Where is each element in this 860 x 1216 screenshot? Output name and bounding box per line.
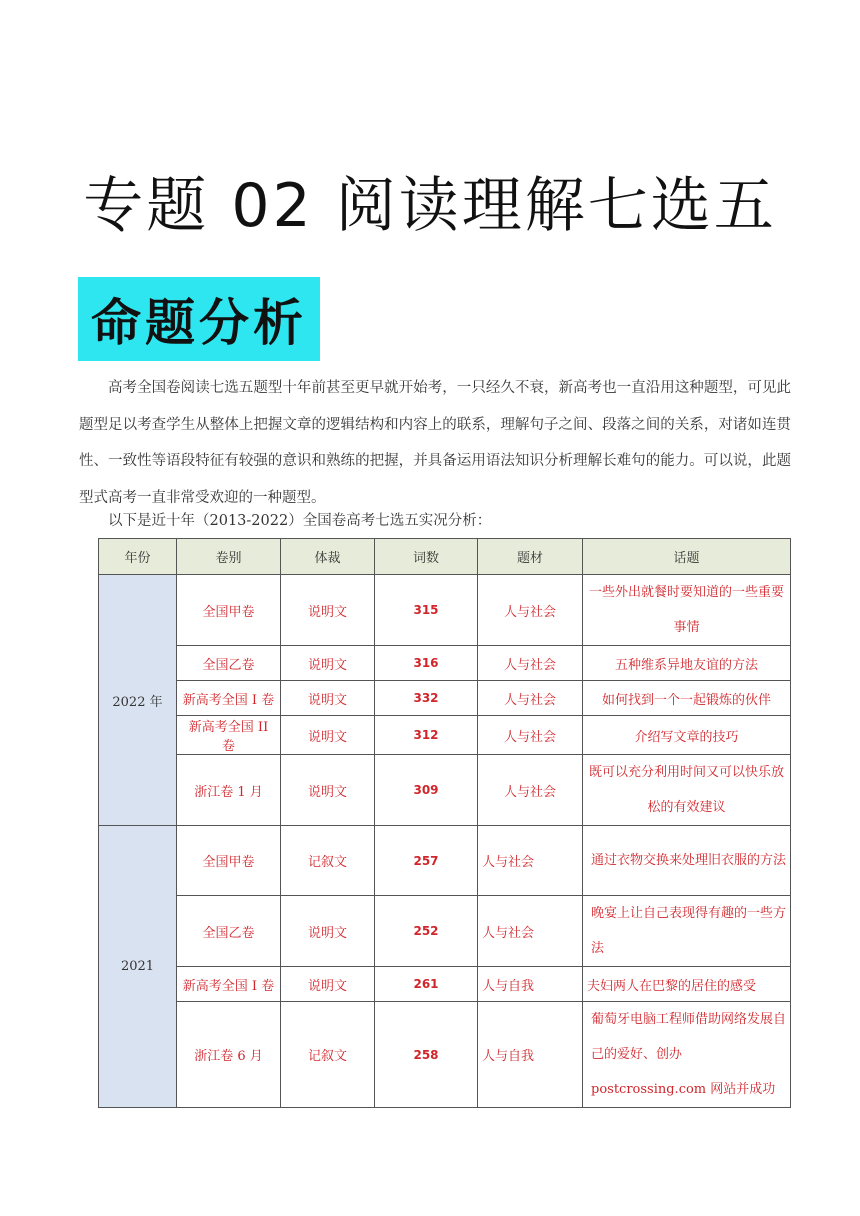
table-header-row xyxy=(99,539,791,575)
topic-cell: 介绍写文章的技巧 xyxy=(583,716,791,755)
theme-cell: 人与社会 xyxy=(478,716,583,755)
words-cell: 309 xyxy=(375,755,478,826)
words-cell: 252 xyxy=(375,896,478,967)
theme-cell: 人与社会 xyxy=(478,826,583,896)
table-row xyxy=(99,1002,791,1108)
topic-cell: 通过衣物交换来处理旧衣服的方法 xyxy=(583,826,791,896)
theme-cell: 人与自我 xyxy=(478,967,583,1002)
table-row xyxy=(99,755,791,826)
section-badge xyxy=(78,277,320,361)
paper-cell: 全国甲卷 xyxy=(177,575,281,646)
table-row xyxy=(99,575,791,646)
words-cell: 315 xyxy=(375,575,478,646)
theme-cell: 人与社会 xyxy=(478,646,583,681)
paper-cell: 新高考全国 I 卷 xyxy=(177,681,281,716)
table-row xyxy=(99,681,791,716)
theme-cell: 人与社会 xyxy=(478,896,583,967)
year-cell: 2021 xyxy=(99,826,177,1108)
table-caption: 以下是近十年（2013-2022）全国卷高考七选五实况分析： xyxy=(108,513,492,529)
paper-cell: 浙江卷 6 月 xyxy=(177,1002,281,1108)
paper-cell: 新高考全国 I 卷 xyxy=(177,967,281,1002)
genre-cell: 说明文 xyxy=(281,716,375,755)
topic-cell: 晚宴上让自己表现得有趣的一些方法 xyxy=(583,896,791,967)
genre-cell: 记叙文 xyxy=(281,1002,375,1108)
theme-cell: 人与社会 xyxy=(478,755,583,826)
paper-cell: 全国乙卷 xyxy=(177,896,281,967)
header-paper: 卷别 xyxy=(177,539,281,575)
genre-cell: 说明文 xyxy=(281,575,375,646)
table-row xyxy=(99,716,791,755)
section-badge-label: 命题分析 xyxy=(91,293,307,352)
topic-cell: 既可以充分利用时间又可以快乐放松的有效建议 xyxy=(583,755,791,826)
topic-cell: 夫妇两人在巴黎的居住的感受 xyxy=(583,967,791,1002)
words-cell: 257 xyxy=(375,826,478,896)
header-topic: 话题 xyxy=(583,539,791,575)
paper-cell: 新高考全国 II 卷 xyxy=(177,716,281,755)
genre-cell: 说明文 xyxy=(281,755,375,826)
header-words: 词数 xyxy=(375,539,478,575)
topic-cell: 五种维系异地友谊的方法 xyxy=(583,646,791,681)
topic-cell: 葡萄牙电脑工程师借助网络发展自己的爱好、创办 postcrossing.com 网站并成功 xyxy=(583,1002,791,1108)
analysis-table xyxy=(98,538,791,1108)
genre-cell: 记叙文 xyxy=(281,826,375,896)
header-year: 年份 xyxy=(99,539,177,575)
genre-cell: 说明文 xyxy=(281,967,375,1002)
table-row xyxy=(99,896,791,967)
words-cell: 258 xyxy=(375,1002,478,1108)
table-row xyxy=(99,646,791,681)
header-genre: 体裁 xyxy=(281,539,375,575)
theme-cell: 人与自我 xyxy=(478,1002,583,1108)
paper-cell: 全国乙卷 xyxy=(177,646,281,681)
theme-cell: 人与社会 xyxy=(478,575,583,646)
words-cell: 332 xyxy=(375,681,478,716)
words-cell: 316 xyxy=(375,646,478,681)
topic-cell: 一些外出就餐时要知道的一些重要事情 xyxy=(583,575,791,646)
table-row xyxy=(99,967,791,1002)
paper-cell: 浙江卷 1 月 xyxy=(177,755,281,826)
page-title: 专题 02 阅读理解七选五 xyxy=(83,171,777,241)
topic-cell: 如何找到一个一起锻炼的伙伴 xyxy=(583,681,791,716)
year-cell: 2022 年 xyxy=(99,575,177,826)
paper-cell: 全国甲卷 xyxy=(177,826,281,896)
theme-cell: 人与社会 xyxy=(478,681,583,716)
genre-cell: 说明文 xyxy=(281,681,375,716)
header-theme: 题材 xyxy=(478,539,583,575)
genre-cell: 说明文 xyxy=(281,646,375,681)
genre-cell: 说明文 xyxy=(281,896,375,967)
words-cell: 261 xyxy=(375,967,478,1002)
table-row xyxy=(99,826,791,896)
intro-paragraph: 高考全国卷阅读七选五题型十年前甚至更早就开始考，一只经久不衰，新高考也一直沿用这种题型，可见此题型足以考查学生从整体上把握文章的逻辑结构和内容上的联系，理解句子之间、段落之间的关系，对诸如连贯性、一致性等语段特征有较强的意识和熟练的把握，并具备运用语法知识分析理解长难句的能力。可以说，此题型式高考一直非常受欢迎的一种题型。 xyxy=(79,380,791,506)
words-cell: 312 xyxy=(375,716,478,755)
